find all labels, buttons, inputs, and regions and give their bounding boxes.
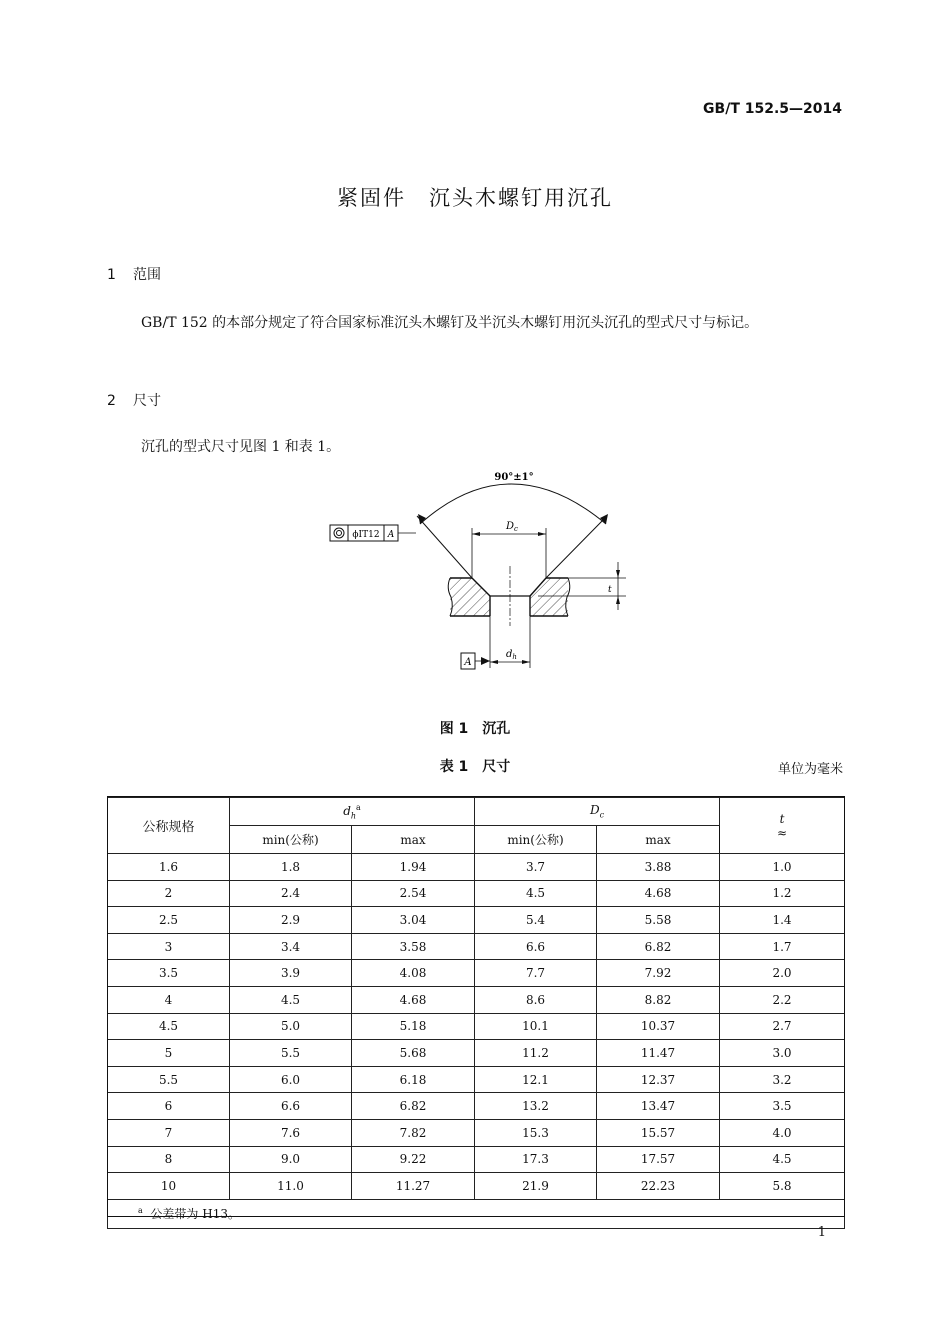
header-dh-max: max — [352, 826, 475, 854]
cell-dc-min: 4.5 — [475, 880, 597, 907]
figure-caption: 图 1 沉孔 — [439, 721, 511, 737]
cell-dh-min: 3.9 — [230, 960, 352, 987]
cell-dc-max: 17.57 — [597, 1146, 720, 1173]
header-dc-max: max — [597, 826, 720, 854]
cell-spec: 4 — [108, 986, 230, 1013]
cell-dc-max: 22.23 — [597, 1173, 720, 1200]
cell-t: 3.5 — [720, 1093, 845, 1120]
section-1-heading — [107, 264, 161, 284]
table-row — [108, 1119, 845, 1146]
tolerance-datum: A — [387, 530, 395, 540]
cone-line-right — [546, 518, 605, 578]
table-row — [108, 1093, 845, 1120]
cell-spec: 2 — [108, 880, 230, 907]
cell-t: 5.8 — [720, 1173, 845, 1200]
cell-dc-max: 8.82 — [597, 986, 720, 1013]
cell-dc-max: 13.47 — [597, 1093, 720, 1120]
cell-dc-max: 6.82 — [597, 933, 720, 960]
cell-t: 4.0 — [720, 1119, 845, 1146]
datum-label: A — [464, 657, 472, 668]
cell-t: 2.7 — [720, 1013, 845, 1040]
cell-dc-min: 21.9 — [475, 1173, 597, 1200]
cell-dh-min: 11.0 — [230, 1173, 352, 1200]
cell-dc-max: 3.88 — [597, 854, 720, 881]
cell-spec: 10 — [108, 1173, 230, 1200]
dc-subscript: c — [514, 525, 518, 533]
cell-dh-max: 5.68 — [352, 1040, 475, 1067]
cell-dc-min: 10.1 — [475, 1013, 597, 1040]
table-row — [108, 933, 845, 960]
table-row — [108, 854, 845, 881]
cell-dh-min: 2.9 — [230, 907, 352, 934]
cell-spec: 5 — [108, 1040, 230, 1067]
cell-dh-min: 6.6 — [230, 1093, 352, 1120]
cell-dh-min: 7.6 — [230, 1119, 352, 1146]
cell-dc-min: 11.2 — [475, 1040, 597, 1067]
dc-label — [505, 521, 518, 533]
dh-symbol: d — [506, 649, 513, 660]
cell-dc-max: 4.68 — [597, 880, 720, 907]
table-row — [108, 907, 845, 934]
table-row — [108, 1173, 845, 1200]
cell-dh-max: 3.04 — [352, 907, 475, 934]
plate-section-right — [530, 578, 568, 616]
cell-dc-min: 13.2 — [475, 1093, 597, 1120]
standard-number: GB/T 152.5—2014 — [703, 101, 842, 117]
header-dc-min: min(公称) — [475, 826, 597, 854]
cell-dh-min: 9.0 — [230, 1146, 352, 1173]
cell-t: 3.0 — [720, 1040, 845, 1067]
cell-dh-max: 4.08 — [352, 960, 475, 987]
cell-dh-min: 4.5 — [230, 986, 352, 1013]
footnote-text: 公差带为 H13。 — [150, 1207, 240, 1222]
table-header-row-1 — [108, 798, 845, 826]
document-title: 紧固件 沉头木螺钉用沉孔 — [337, 186, 613, 210]
cell-dc-max: 15.57 — [597, 1119, 720, 1146]
cell-dh-max: 7.82 — [352, 1119, 475, 1146]
cell-dc-max: 12.37 — [597, 1066, 720, 1093]
cell-dh-max: 3.58 — [352, 933, 475, 960]
cell-t: 1.4 — [720, 907, 845, 934]
cell-dc-max: 5.58 — [597, 907, 720, 934]
cell-dc-min: 15.3 — [475, 1119, 597, 1146]
cell-spec: 1.6 — [108, 854, 230, 881]
table-caption: 表 1 尺寸 — [439, 759, 511, 775]
cell-dh-max: 9.22 — [352, 1146, 475, 1173]
header-spec: 公称规格 — [108, 798, 230, 854]
header-dh-sub: h — [350, 811, 357, 821]
header-t-symbol: t — [779, 811, 785, 826]
section-2-heading — [107, 390, 161, 410]
table-row — [108, 1146, 845, 1173]
cell-dh-max: 2.54 — [352, 880, 475, 907]
cell-dc-min: 12.1 — [475, 1066, 597, 1093]
cell-t: 2.0 — [720, 960, 845, 987]
table-unit: 单位为毫米 — [777, 762, 843, 777]
header-dh-symbol: d — [343, 803, 351, 818]
cell-spec: 2.5 — [108, 907, 230, 934]
cell-t: 1.2 — [720, 880, 845, 907]
cell-dc-max: 7.92 — [597, 960, 720, 987]
table-body — [108, 854, 845, 1200]
angle-label: 90°±1° — [494, 472, 534, 483]
cell-dh-min: 6.0 — [230, 1066, 352, 1093]
cell-dc-min: 6.6 — [475, 933, 597, 960]
dh-label — [506, 649, 517, 661]
t-label: t — [608, 585, 612, 595]
cell-dh-max: 5.18 — [352, 1013, 475, 1040]
table-row — [108, 880, 845, 907]
cell-spec: 5.5 — [108, 1066, 230, 1093]
table-row — [108, 1040, 845, 1067]
cell-t: 4.5 — [720, 1146, 845, 1173]
cell-dh-max: 6.82 — [352, 1093, 475, 1120]
cell-dh-min: 5.5 — [230, 1040, 352, 1067]
header-dh-footnote-mark: a — [356, 802, 361, 812]
cell-dh-max: 11.27 — [352, 1173, 475, 1200]
cell-dh-min: 3.4 — [230, 933, 352, 960]
cell-t: 2.2 — [720, 986, 845, 1013]
cell-dc-min: 3.7 — [475, 854, 597, 881]
cell-dc-min: 5.4 — [475, 907, 597, 934]
header-dh-min: min(公称) — [230, 826, 352, 854]
cell-spec: 3.5 — [108, 960, 230, 987]
section-1-title: 范围 — [133, 267, 161, 283]
header-dc — [475, 798, 720, 826]
cell-dh-min: 5.0 — [230, 1013, 352, 1040]
cell-dh-max: 6.18 — [352, 1066, 475, 1093]
cell-t: 1.7 — [720, 933, 845, 960]
section-1-number: 1 — [107, 267, 116, 283]
table-row — [108, 960, 845, 987]
table-row — [108, 986, 845, 1013]
header-dc-symbol: D — [589, 803, 600, 818]
cell-t: 3.2 — [720, 1066, 845, 1093]
cell-spec: 3 — [108, 933, 230, 960]
cell-dh-max: 4.68 — [352, 986, 475, 1013]
datum-triangle — [481, 657, 490, 665]
section-1-body: GB/T 152 的本部分规定了符合国家标准沉头木螺钉及半沉头木螺钉用沉头沉孔的型式尺寸与标记。 — [141, 315, 759, 331]
cell-dh-min: 1.8 — [230, 854, 352, 881]
header-t — [720, 798, 845, 854]
dimensions-table — [107, 797, 845, 1229]
cell-spec: 4.5 — [108, 1013, 230, 1040]
header-dc-sub: c — [599, 810, 605, 820]
cell-dc-min: 7.7 — [475, 960, 597, 987]
section-2-body: 沉孔的型式尺寸见图 1 和表 1。 — [141, 439, 341, 455]
dc-symbol: D — [506, 521, 515, 532]
cell-dc-min: 8.6 — [475, 986, 597, 1013]
section-2-number: 2 — [107, 393, 116, 409]
table-footnote — [108, 1199, 845, 1228]
cell-t: 1.0 — [720, 854, 845, 881]
table-footnote-row — [108, 1199, 845, 1228]
cell-dc-min: 17.3 — [475, 1146, 597, 1173]
table-row — [108, 1066, 845, 1093]
cell-dc-max: 11.47 — [597, 1040, 720, 1067]
cone-line-left — [417, 516, 472, 578]
table-row — [108, 1013, 845, 1040]
cell-dc-max: 10.37 — [597, 1013, 720, 1040]
countersink-figure — [320, 462, 640, 678]
header-t-approx: ≈ — [776, 825, 788, 840]
cell-dh-min: 2.4 — [230, 880, 352, 907]
angle-arc — [420, 484, 606, 524]
cell-spec: 6 — [108, 1093, 230, 1120]
cell-dh-max: 1.94 — [352, 854, 475, 881]
plate-section-left — [450, 578, 490, 616]
cell-spec: 8 — [108, 1146, 230, 1173]
section-2-title: 尺寸 — [133, 393, 161, 409]
dh-subscript: h — [512, 653, 517, 661]
page-number: 1 — [817, 1225, 826, 1240]
footnote-mark: a — [138, 1206, 143, 1216]
tolerance-value: ϕIT12 — [352, 530, 380, 540]
header-dh — [230, 798, 475, 826]
cell-spec: 7 — [108, 1119, 230, 1146]
